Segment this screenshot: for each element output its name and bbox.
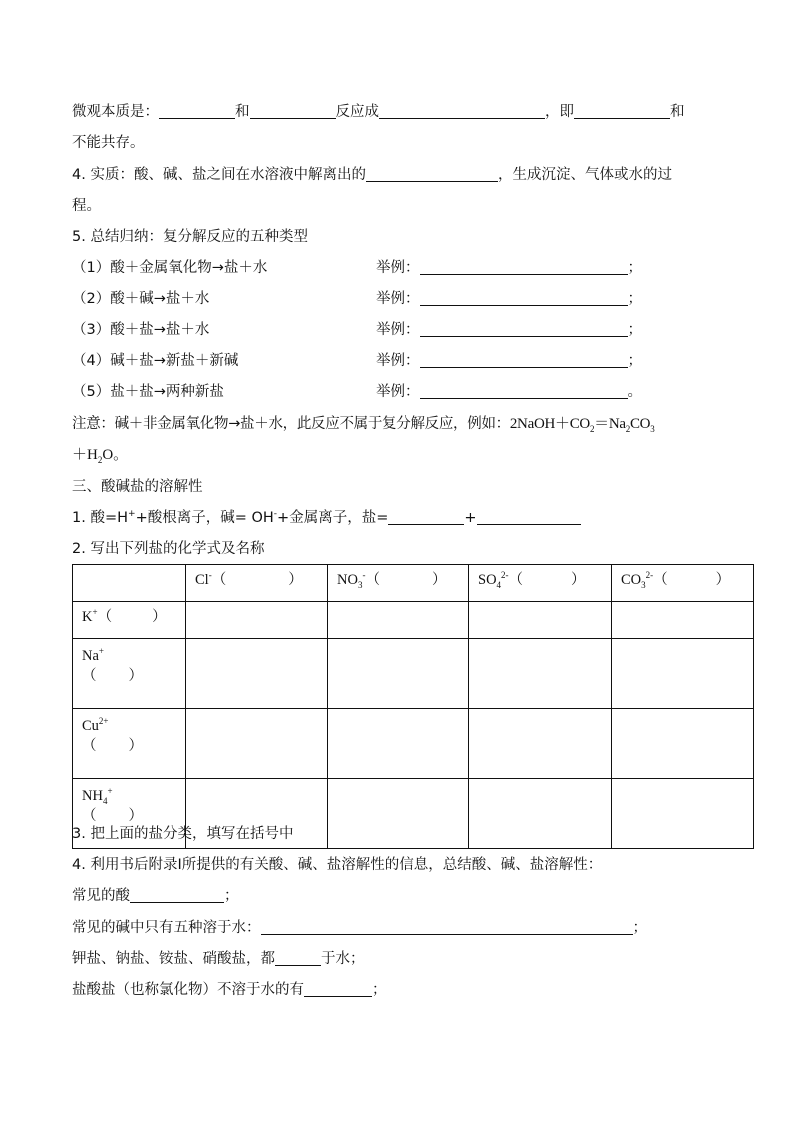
blank-chlorides[interactable]	[304, 982, 372, 997]
answer-cell[interactable]	[612, 709, 754, 779]
label: 利用书后附录Ⅰ所提供的有关酸、碱、盐溶解性的信息，总结酸、碱、盐溶解性：	[90, 857, 603, 873]
superscript: 2+	[98, 716, 109, 727]
micro-essence-line-2: 不能共存。	[72, 135, 145, 151]
label: 举例：	[376, 322, 420, 338]
item-number: 1.	[72, 510, 86, 526]
superscript: +	[128, 509, 136, 520]
label: +酸根离子，碱= OH	[135, 510, 274, 526]
table-header-row	[73, 565, 754, 602]
label: 微观本质是：	[72, 104, 159, 120]
blank-acids[interactable]	[130, 888, 224, 903]
label: 举例：	[376, 260, 420, 276]
label: 酸=H	[90, 510, 129, 526]
ion: NO	[337, 572, 358, 588]
ion: CO	[621, 572, 642, 588]
eq-part: ＝Na	[594, 416, 626, 432]
section-heading: 三、酸碱盐的溶解性	[72, 479, 203, 495]
label: ）	[128, 738, 143, 754]
label: （1）酸＋金属氧化物→盐＋水	[72, 260, 268, 276]
reaction-type-1	[72, 258, 642, 278]
answer-cell[interactable]	[328, 779, 469, 849]
superscript: -	[273, 509, 278, 520]
reaction-type-4	[72, 351, 642, 371]
label: （	[82, 808, 97, 824]
salt-table	[72, 564, 754, 849]
answer-cell[interactable]	[469, 602, 612, 639]
answer-cell[interactable]	[328, 709, 469, 779]
label: 常见的酸	[72, 888, 130, 904]
label: ；	[627, 291, 642, 307]
label: ；	[372, 982, 387, 998]
example	[376, 351, 642, 371]
label: ；	[627, 260, 642, 276]
ion: SO	[478, 572, 497, 588]
label: ；	[627, 353, 642, 369]
answer-cell[interactable]	[469, 779, 612, 849]
item-4-essence	[72, 165, 672, 185]
example-blank[interactable]	[420, 291, 628, 306]
superscript: -	[362, 570, 366, 581]
label: ，生成沉淀、气体或水的过	[497, 167, 672, 183]
subscript: 3	[650, 424, 655, 434]
superscript: 2-	[645, 570, 654, 581]
label: 钾盐、钠盐、铵盐、硝酸盐，都	[72, 951, 275, 967]
subscript: 4	[102, 795, 108, 806]
answer-cell[interactable]	[328, 639, 469, 709]
cation-header	[73, 602, 186, 639]
ion: NH	[82, 788, 103, 804]
label: ；	[224, 888, 239, 904]
question-2	[72, 539, 264, 559]
label: +	[464, 510, 477, 526]
item-number: 3.	[72, 826, 86, 842]
example-blank[interactable]	[420, 353, 628, 368]
soluble-bases-line	[72, 918, 647, 938]
chlorides-line	[72, 980, 387, 1000]
answer-cell[interactable]	[469, 709, 612, 779]
item-4-line-2: 程。	[72, 198, 101, 214]
answer-cell[interactable]	[186, 709, 328, 779]
label: （	[82, 668, 97, 684]
superscript: +	[92, 607, 98, 618]
blank-ions[interactable]	[366, 167, 498, 182]
label: ）	[128, 668, 143, 684]
common-acids-line	[72, 886, 239, 906]
label: （4）碱＋盐→新盐＋新碱	[72, 353, 239, 369]
superscript: -	[208, 570, 212, 581]
label: ）	[715, 572, 731, 588]
label: 把上面的盐分类，填写在括号中	[90, 826, 294, 842]
label: （	[211, 572, 227, 588]
table-row	[73, 709, 754, 779]
equation	[510, 416, 655, 432]
label: （	[508, 572, 524, 588]
label: 和	[235, 104, 250, 120]
label: 举例：	[376, 384, 420, 400]
blank-1[interactable]	[159, 104, 235, 119]
note-line	[72, 414, 654, 434]
label: （3）酸＋盐→盐＋水	[72, 322, 210, 338]
eq-part: ＋H	[72, 447, 98, 463]
question-1	[72, 508, 581, 528]
label: ）	[571, 572, 586, 588]
label: （	[97, 609, 113, 625]
anion-header	[186, 565, 328, 602]
superscript: +	[107, 786, 113, 797]
reaction-type-2	[72, 289, 642, 309]
item-number: 4.	[72, 857, 86, 873]
reaction-type-3	[72, 320, 642, 340]
answer-cell[interactable]	[612, 639, 754, 709]
cation-header	[73, 639, 186, 709]
subscript: 4	[496, 579, 502, 590]
anion-header	[328, 565, 469, 602]
subscript: 3	[357, 579, 363, 590]
blank-soluble[interactable]	[275, 951, 321, 966]
label: 举例：	[376, 291, 420, 307]
table-row	[73, 639, 754, 709]
label: 。	[627, 384, 642, 400]
example	[376, 258, 642, 278]
blank-2[interactable]	[250, 104, 336, 119]
example-blank[interactable]	[420, 322, 628, 337]
label: 举例：	[376, 353, 420, 369]
label: 常见的碱中只有五种溶于水：	[72, 920, 261, 936]
label: ）	[128, 808, 143, 824]
cation-header	[73, 709, 186, 779]
label: 实质：酸、碱、盐之间在水溶液中解离出的	[90, 167, 366, 183]
subscript: 2	[625, 424, 630, 434]
label: +金属离子，盐=	[277, 510, 389, 526]
ion: Cl	[195, 572, 209, 588]
eq-part: CO	[629, 416, 651, 432]
answer-cell[interactable]	[186, 639, 328, 709]
subscript: 2	[97, 455, 103, 465]
blank-bases[interactable]	[261, 920, 633, 935]
ion: Na	[82, 648, 99, 664]
answer-cell[interactable]	[186, 602, 328, 639]
ion: K	[82, 609, 93, 625]
item-number: 4.	[72, 167, 86, 183]
label: ；	[627, 322, 642, 338]
answer-cell[interactable]	[469, 639, 612, 709]
eq-part: 2NaOH＋CO	[509, 416, 590, 432]
label: ）	[152, 609, 167, 625]
label: （	[653, 572, 668, 588]
label: 写出下列盐的化学式及名称	[90, 541, 265, 557]
answer-cell[interactable]	[612, 602, 754, 639]
answer-cell[interactable]	[612, 779, 754, 849]
label: 反应成	[335, 104, 379, 120]
example-blank[interactable]	[420, 260, 628, 275]
label: ）	[288, 572, 303, 588]
label: 注意：碱＋非金属氧化物→盐＋水，此反应不属于复分解反应，例如：	[72, 416, 510, 432]
label: 于水；	[321, 951, 365, 967]
label: 和	[670, 104, 685, 120]
label: （	[365, 572, 380, 588]
superscript: +	[98, 646, 104, 657]
note-line-2	[72, 445, 128, 465]
example	[376, 320, 642, 340]
question-3	[72, 824, 293, 844]
label: （5）盐＋盐→两种新盐	[72, 384, 224, 400]
blank-salt-2[interactable]	[477, 510, 581, 525]
item-5-heading	[72, 227, 308, 247]
item-number: 5.	[72, 229, 86, 245]
subscript: 2	[589, 424, 595, 434]
soluble-salts-line	[72, 949, 365, 969]
corner-cell	[73, 565, 186, 602]
label: 盐酸盐（也称氯化物）不溶于水的有	[72, 982, 304, 998]
label: （2）酸＋碱→盐＋水	[72, 291, 210, 307]
item-number: 2.	[72, 541, 86, 557]
eq-part: O。	[102, 447, 129, 463]
example	[376, 382, 642, 402]
reaction-type-5	[72, 382, 642, 402]
ion: Cu	[82, 718, 99, 734]
question-4	[72, 855, 602, 875]
answer-cell[interactable]	[328, 602, 469, 639]
micro-essence-line	[72, 102, 685, 122]
label: （	[82, 738, 97, 754]
anion-header	[469, 565, 612, 602]
blank-salt-1[interactable]	[388, 510, 464, 525]
blank-4[interactable]	[574, 104, 670, 119]
label: ；	[632, 920, 647, 936]
label: ，即	[545, 104, 574, 120]
label: ）	[431, 572, 447, 588]
superscript: 2-	[501, 570, 509, 581]
label: 总结归纳：复分解反应的五种类型	[90, 229, 308, 245]
anion-header	[612, 565, 754, 602]
example-blank[interactable]	[420, 384, 628, 399]
example	[376, 289, 642, 309]
table-row	[73, 602, 754, 639]
blank-3[interactable]	[379, 104, 545, 119]
subscript: 3	[641, 579, 646, 590]
